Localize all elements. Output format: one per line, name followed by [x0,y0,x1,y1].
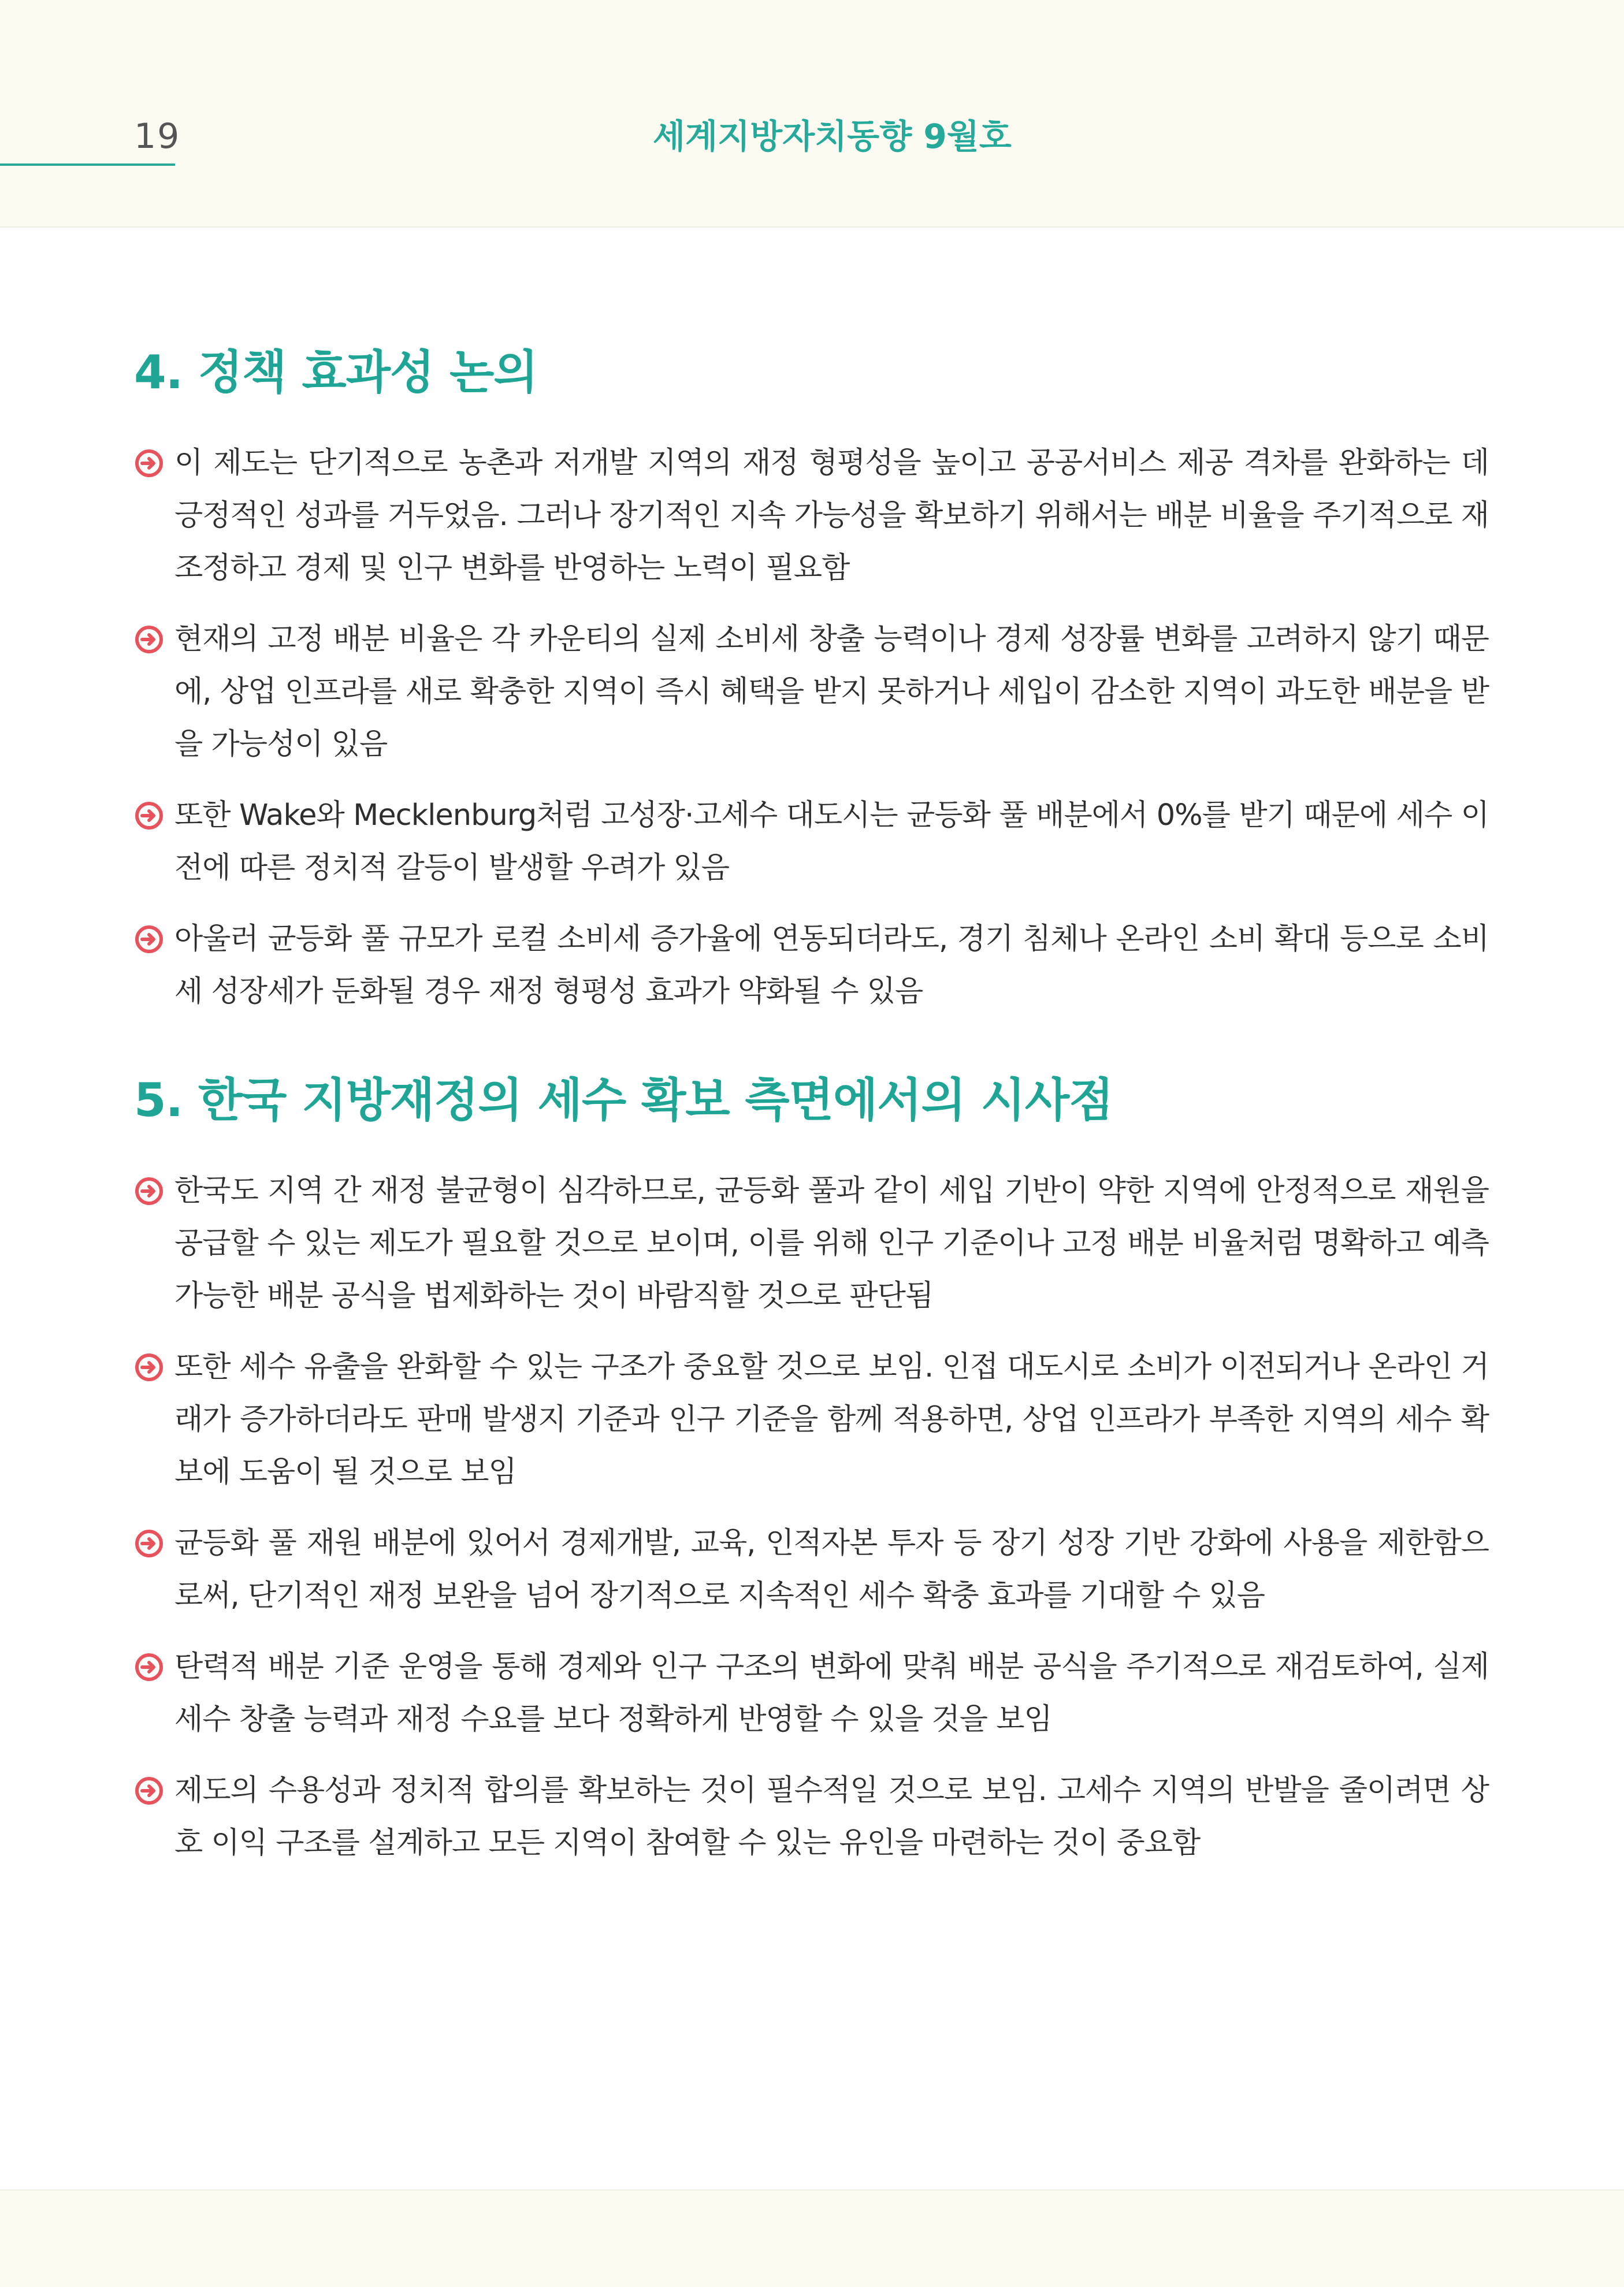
list-item [134,437,1489,594]
bullet-text: 아울러 균등화 풀 규모가 로컬 소비세 증가율에 연동되더라도, 경기 침체나 온라인 소비 확대 등으로 소비세 성장세가 둔화될 경우 재정 형평성 효과가 약화될 수 있음 [174,922,1489,1009]
arrow-circle-right-icon [135,1530,163,1557]
section-implications [134,1069,1489,1888]
arrow-circle-right-icon [135,925,163,953]
header-divider [0,163,175,166]
journal-title: 세계지방자치동향 9월호 [653,117,1012,156]
arrow-circle-right-icon [135,802,163,830]
arrow-circle-right-icon [135,1353,163,1381]
list-item [134,1641,1489,1746]
bullet-text: 또한 Wake와 Mecklenburg처럼 고성장·고세수 대도시는 균등화 풀 배분에서 0%를 받기 때문에 세수 이전에 따른 정치적 갈등이 발생할 우려가 있음 [174,798,1489,885]
list-item [134,613,1489,771]
bullet-text: 균등화 풀 재원 배분에 있어서 경제개발, 교육, 인적자본 투자 등 장기 성장 기반 강화에 사용을 제한함으로써, 단기적인 재정 보완을 넘어 장기적으로 지속적인 세수 확충 효과를 기대할 수 있음 [174,1526,1489,1613]
list-item [134,1165,1489,1322]
bullet-text: 탄력적 배분 기준 운영을 통해 경제와 인구 구조의 변화에 맞춰 배분 공식을 주기적으로 재검토하여, 실제 세수 창출 능력과 재정 수요를 보다 정확하게 반영할 수 있을 것을 보임 [174,1650,1489,1736]
arrow-circle-right-icon [135,449,163,477]
arrow-circle-right-icon [135,1177,163,1205]
bullet-list [134,437,1489,1018]
section-title: 4. 정책 효과성 논의 [134,345,538,399]
list-item [134,789,1489,894]
list-item [134,1517,1489,1622]
arrow-circle-right-icon [135,1777,163,1805]
list-item [134,913,1489,1018]
section-title: 5. 한국 지방재정의 세수 확보 측면에서의 시사점 [134,1073,1113,1127]
arrow-circle-right-icon [135,626,163,653]
bullet-text: 또한 세수 유출을 완화할 수 있는 구조가 중요할 것으로 보임. 인접 대도시로 소비가 이전되거나 온라인 거래가 증가하더라도 판매 발생지 기준과 인구 기준을 함께 적용하면, 상업 인프라가 부족한 지역의 세수 확보에 도움이 될 것으로 보임 [174,1350,1489,1489]
arrow-circle-right-icon [135,1653,163,1681]
page-number: 19 [134,116,181,157]
list-item [134,1764,1489,1869]
list-item [134,1341,1489,1498]
bullet-text: 현재의 고정 배분 비율은 각 카운티의 실제 소비세 창출 능력이나 경제 성장률 변화를 고려하지 않기 때문에, 상업 인프라를 새로 확충한 지역이 즉시 혜택을 받지 못하거나 세입이 감소한 지역이 과도한 배분을 받을 가능성이 있음 [174,622,1489,761]
bullet-text: 이 제도는 단기적으로 농촌과 저개발 지역의 재정 형평성을 높이고 공공서비스 제공 격차를 완화하는 데 긍정적인 성과를 거두었음. 그러나 장기적인 지속 가능성을 확보하기 위해서는 배분 비율을 주기적으로 재조정하고 경제 및 인구 변화를 반영하는 노력이 필요함 [174,446,1489,585]
page-header [0,0,1624,228]
bullet-list [134,1165,1489,1869]
bullet-text: 제도의 수용성과 정치적 합의를 확보하는 것이 필수적일 것으로 보임. 고세수 지역의 반발을 줄이려면 상호 이익 구조를 설계하고 모든 지역이 참여할 수 있는 유인을 마련하는 것이 중요함 [174,1773,1489,1860]
section-policy-effectiveness [134,341,1489,1036]
bullet-text: 한국도 지역 간 재정 불균형이 심각하므로, 균등화 풀과 같이 세입 기반이 약한 지역에 안정적으로 재원을 공급할 수 있는 제도가 필요할 것으로 보이며, 이를 위해 인구 기준이나 고정 배분 비율처럼 명확하고 예측 가능한 배분 공식을 법제화하는 것이 바람직할 것으로 판단됨 [174,1174,1489,1313]
page-footer [0,2189,1624,2287]
